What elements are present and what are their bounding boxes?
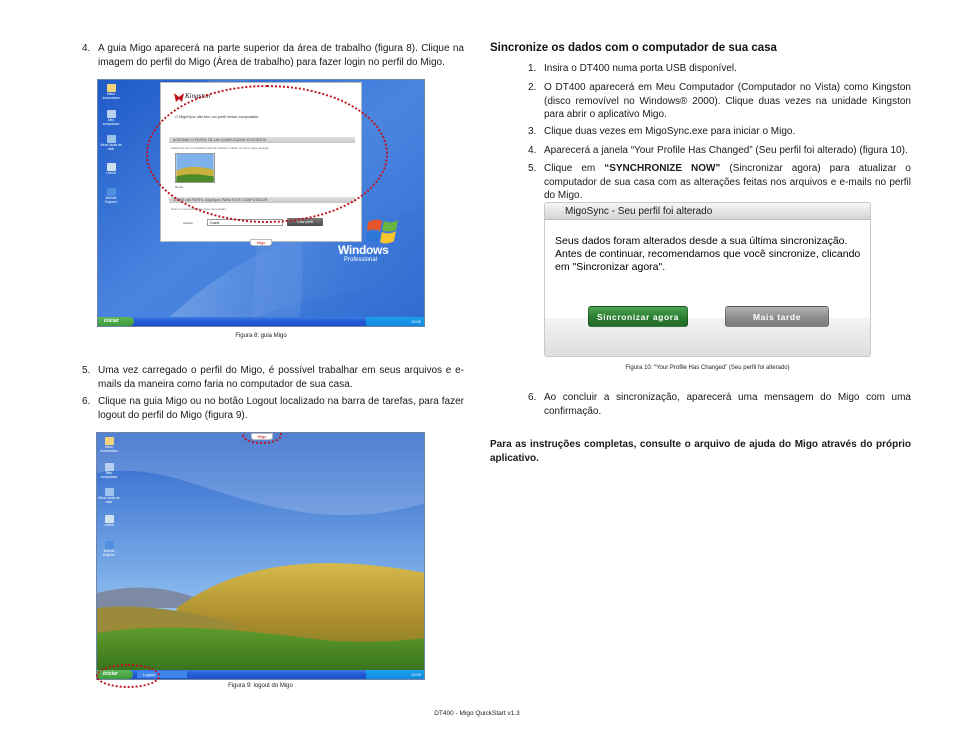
kingston-logo-icon	[173, 91, 185, 103]
step-number: 4.	[528, 145, 537, 156]
desktop-icon-label: Meus locais de rede	[98, 496, 120, 504]
step-text-pre: Clique em	[544, 163, 605, 174]
my-documents-icon[interactable]	[107, 84, 116, 92]
step-text: Aparecerá a janela “Your Profile Has Changed” (Seu perfil foi alterado) (figura 10).	[544, 145, 908, 156]
figure-10-caption: Figura 10: “Your Profile Has Changed” (Seu perfil foi alterado)	[625, 365, 790, 371]
step-text: Clique duas vezes em MigoSync.exe para iniciar o Migo.	[544, 126, 796, 137]
create-profile-hint: Crie um novo perfil para este computador	[171, 207, 227, 211]
step-number: 4.	[82, 43, 91, 54]
my-computer-icon[interactable]	[107, 110, 116, 118]
kingston-brand: Kingston	[185, 92, 211, 100]
step-number: 6.	[82, 396, 91, 407]
system-tray-clock: 12:00	[366, 670, 424, 679]
windows-flag-icon	[366, 218, 400, 246]
step-number: 5.	[82, 365, 91, 376]
step-number: 3.	[528, 126, 537, 137]
right-step-1	[528, 62, 911, 76]
left-step-4	[82, 42, 464, 70]
figure-9-caption: Figura 9: logout do Migo	[228, 683, 293, 689]
step-text: A guia Migo aparecerá na parte superior da área de trabalho (figura 8). Clique na imagem do perfil do Migo (Área de trabalho) para fazer login no perfil do Migo.	[98, 43, 464, 68]
step-text: O DT400 aparecerá em Meu Computador (Computador no Vista) como Kingston (disco removível no Windows® 2000). Clique duas vezes na unidade Kingston para abrir o aplicativo Migo.	[544, 82, 911, 120]
desktop-icon-label: Meu computador	[102, 118, 120, 126]
nickname-input[interactable]: Guest	[207, 219, 283, 226]
section-heading: Sincronize os dados com o computador de sua casa	[490, 42, 777, 54]
dialog-welcome-text: O MigoSync não tem um perfil nesse computador.	[175, 115, 260, 119]
recycle-bin-icon[interactable]	[105, 515, 114, 523]
desktop-icon-label: Meus locais de rede	[100, 143, 122, 151]
step-text: Clique na guia Migo ou no botão Logout localizado na barra de tarefas, para fazer logout do perfil do Migo (figura 9).	[98, 396, 464, 421]
step-text: Insira o DT400 numa porta USB disponível.	[544, 63, 737, 74]
figure-8-screenshot	[97, 79, 425, 327]
step-number: 6.	[528, 392, 537, 403]
nickname-label: Apelido	[183, 221, 194, 225]
create-profile-button[interactable]: Criar perfil	[287, 218, 323, 226]
sync-now-button[interactable]: Sincronizar agora	[588, 306, 688, 327]
highlight-circle	[146, 85, 388, 223]
step-text: Ao concluir a sincronização, aparecerá uma mensagem do Migo com uma confirmação.	[544, 392, 911, 417]
figure-9-screenshot	[96, 432, 425, 680]
system-tray-clock: 12:00	[366, 317, 424, 326]
later-button[interactable]: Mais tarde	[725, 306, 829, 327]
step-number: 1.	[528, 63, 537, 74]
my-computer-icon[interactable]	[105, 463, 114, 471]
desktop-icon-label: Internet Explorer	[103, 549, 115, 557]
existing-profile-hint: Selecione seu computador favorito abaixo e clique no ícone para acessar	[171, 146, 269, 150]
desktop-icon-label: Meus documentos	[100, 445, 118, 453]
right-step-3	[528, 125, 911, 139]
step-text	[544, 162, 911, 203]
windows-logo-text: Windows	[338, 243, 389, 257]
create-profile-section: CRIAR UM PERFIL MigoSync PARA ESTE COMPUTADOR	[169, 197, 355, 203]
desktop-icon-label: Meu computador	[100, 471, 118, 479]
step-number: 2.	[528, 82, 537, 93]
existing-profile-section: ACESSAR O PERFIL DE UM COMPUTADOR EXISTENTE	[169, 137, 355, 143]
migo-tab[interactable]: Migo	[251, 433, 273, 440]
step-text: Uma vez carregado o perfil do Migo, é possível trabalhar em seus arquivos e e-mails da maneira como faria no computador de sua casa.	[98, 365, 464, 390]
help-note: Para as instruções completas, consulte o arquivo de ajuda do Migo através do próprio aplicativo.	[490, 439, 911, 464]
desktop-icon-label: Lixeira	[106, 171, 116, 175]
desktop-icon-label: Internet Explorer	[105, 196, 117, 204]
my-documents-icon[interactable]	[105, 437, 114, 445]
windows-logo-edition: Professional	[344, 257, 378, 263]
internet-explorer-icon[interactable]	[105, 541, 114, 549]
desktop-icon-label: Lixeira	[104, 523, 114, 527]
internet-explorer-icon[interactable]	[107, 188, 116, 196]
start-button[interactable]: iniciar	[98, 317, 134, 326]
recycle-bin-icon[interactable]	[107, 163, 116, 171]
synchronize-now-emphasis: “SYNCHRONIZE NOW”	[604, 163, 721, 174]
network-places-icon[interactable]	[105, 488, 114, 496]
left-step-5	[82, 364, 464, 392]
step-text-post: (Sincronizar agora) para atualizar o computador de sua casa com as alterações feitas nos arquivos e e-mails no perfil do Migo.	[544, 163, 911, 201]
left-step-6	[82, 395, 464, 423]
desktop-icon-label: Meus documentos	[102, 92, 120, 100]
migo-tab[interactable]: Migo	[250, 239, 272, 246]
bliss-landscape-wallpaper	[97, 433, 425, 680]
step-number: 5.	[528, 163, 537, 174]
dialog-message: Seus dados foram alterados desde a sua última sincronização. Antes de continuar, recomendamos que você sincronize, clicando em "Sincronizar agora".	[555, 235, 861, 273]
profile-name-label: Nome	[175, 185, 184, 189]
right-step-2	[528, 81, 911, 122]
logout-taskbar-button[interactable]: Logout	[137, 671, 187, 678]
dialog-title: MigoSync - Seu perfil foi alterado	[545, 203, 870, 220]
network-places-icon[interactable]	[107, 135, 116, 143]
start-button[interactable]: iniciar	[97, 670, 133, 679]
figure-8-caption: Figura 8: guia Migo	[235, 333, 287, 339]
right-step-4	[528, 144, 911, 158]
right-step-6	[528, 391, 911, 419]
right-step-5	[528, 162, 911, 201]
page-footer: DT400 - Migo QuickStart v1.3	[434, 710, 520, 717]
migosync-profile-changed-dialog	[544, 202, 871, 357]
